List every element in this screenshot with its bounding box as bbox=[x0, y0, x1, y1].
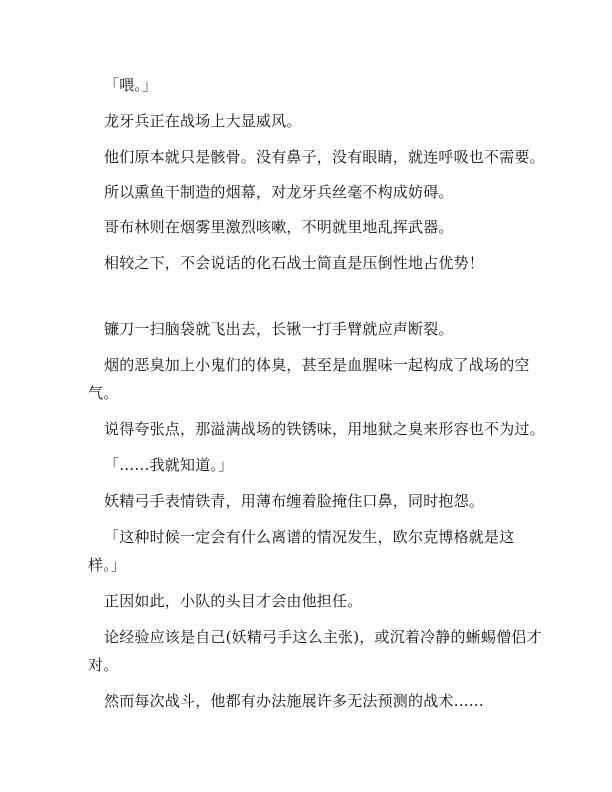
paragraph-8-line-2: 气。 bbox=[88, 384, 119, 402]
paragraph-3-line-1: 他们原本就只是骸骨。没有鼻子，没有眼睛，就连呼吸也不需要。 bbox=[104, 148, 545, 166]
paragraph-4-line-1: 所以熏鱼干制造的烟幕，对龙牙兵丝毫不构成妨碍。 bbox=[104, 183, 454, 201]
paragraph-12-line-1: 「这种时候一定会有什么离谱的情况发生，欧尔克博格就是这 bbox=[104, 528, 515, 546]
paragraph-2-line-1: 龙牙兵正在战场上大显威风。 bbox=[104, 112, 302, 130]
paragraph-8-line-1: 烟的恶臭加上小鬼们的体臭，甚至是血腥味一起构成了战场的空 bbox=[104, 356, 530, 374]
paragraph-1-line-1: 「喂。」 bbox=[104, 76, 158, 94]
paragraph-15-line-1: 然而每次战斗，他都有办法施展许多无法预测的战术…… bbox=[104, 692, 485, 710]
paragraph-12-line-2: 样。」 bbox=[88, 556, 127, 574]
paragraph-5-line-1: 哥布林则在烟雾里激烈咳嗽，不明就里地乱挥武器。 bbox=[104, 218, 454, 236]
paragraph-14-line-1: 论经验应该是自己(妖精弓手这么主张)，或沉着冷静的蜥蜴僧侣才 bbox=[104, 628, 542, 646]
paragraph-10-line-1: 「……我就知道。」 bbox=[104, 456, 234, 474]
paragraph-7-line-1: 镰刀一扫脑袋就飞出去，长锹一打手臂就应声断裂。 bbox=[104, 320, 454, 338]
paragraph-11-line-1: 妖精弓手表情铁青，用薄布缠着脸掩住口鼻，同时抱怨。 bbox=[104, 492, 485, 510]
paragraph-9-line-1: 说得夸张点，那溢满战场的铁锈味，用地狱之臭来形容也不为过。 bbox=[104, 420, 545, 438]
paragraph-6-line-1: 相较之下，不会说话的化石战士简直是压倒性地占优势！ bbox=[104, 254, 485, 272]
paragraph-13-line-1: 正因如此，小队的头目才会由他担任。 bbox=[104, 592, 363, 610]
paragraph-14-line-2: 对。 bbox=[88, 656, 119, 674]
